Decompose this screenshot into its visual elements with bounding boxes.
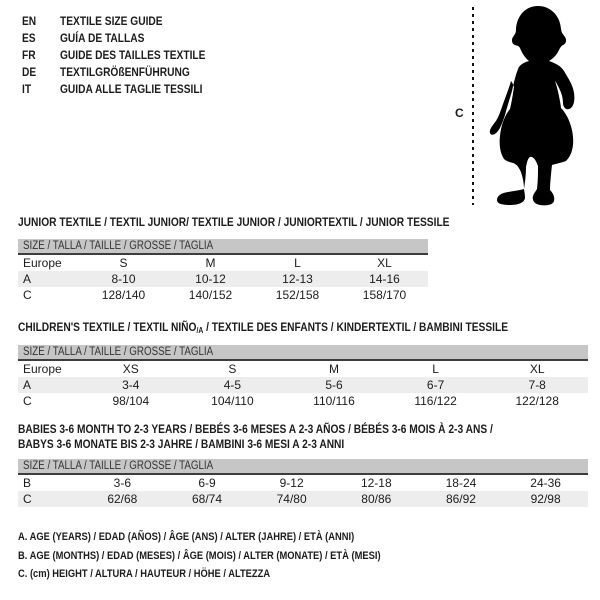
language-row-fr: [22, 46, 231, 63]
column-header-row: [18, 255, 428, 271]
language-code: IT: [22, 81, 32, 96]
table-cell: 9-12: [279, 476, 304, 490]
babies-table-grid: [18, 475, 588, 507]
table-cell: 3-4: [122, 378, 140, 392]
table-cell: 128/140: [101, 288, 146, 302]
table-cell: 110/116: [313, 394, 355, 408]
row-label-cell: C: [23, 394, 32, 408]
height-measure-label: C: [455, 106, 464, 120]
table-cell: M: [205, 256, 216, 270]
language-title: GUÍA DE TALLAS: [60, 30, 145, 45]
language-title: TEXTILE SIZE GUIDE: [60, 13, 163, 28]
table-cell: 12-18: [360, 476, 392, 490]
column-header-row: [18, 361, 588, 377]
table-cell: 104/110: [211, 394, 254, 408]
babies-size-table: [18, 459, 588, 507]
junior-table-heading-text: JUNIOR TEXTILE / TEXTIL JUNIOR/ TEXTILE JUNIOR / JUNIORTEXTIL / JUNIOR TESSILE: [18, 215, 450, 229]
language-code: DE: [22, 64, 37, 79]
children-size-table: [18, 345, 588, 409]
junior-table-grid: [18, 255, 428, 303]
row-label-cell: C: [23, 288, 32, 302]
table-cell: 98/104: [112, 394, 150, 408]
size-bar: [18, 239, 428, 255]
table-cell: 24-36: [530, 476, 561, 490]
row-label-cell: B: [23, 476, 32, 490]
table-row: [18, 475, 588, 491]
table-cell: 62/68: [107, 492, 138, 506]
table-cell: M: [328, 362, 339, 376]
babies-table-heading: [18, 422, 577, 452]
table-cell: XS: [122, 362, 139, 376]
table-cell: 3-6: [113, 476, 131, 490]
language-row-it: [22, 80, 231, 97]
language-title-list: [22, 12, 231, 97]
size-table-grid: [18, 255, 428, 303]
table-cell: L: [294, 256, 301, 270]
table-row: [18, 377, 588, 393]
table-cell: 18-24: [445, 476, 477, 490]
children-table-heading-text: CHILDREN'S TEXTILE / TEXTIL $NIÑO_{/A}$ / TEXTILE DES ENFANTS / KINDERTEXTIL / BAMBINI TESSILE: [18, 320, 508, 335]
row-label-cell: C: [23, 492, 32, 506]
size-bar: [18, 345, 588, 361]
height-measure-dashed-line: [471, 7, 475, 205]
size-table-grid: [18, 361, 588, 409]
language-title: TEXTILGRÖßENFÜHRUNG: [60, 64, 190, 79]
row-label-cell: Europe: [23, 362, 62, 376]
table-cell: 10-12: [195, 272, 226, 286]
legend-notes: [18, 531, 445, 587]
table-cell: S: [119, 256, 128, 270]
junior-size-table: [18, 239, 428, 303]
note-a: A. AGE (YEARS) / EDAD (AÑOS) / ÂGE (ANS) / ALTER (JAHRE) / ETÀ (ANNI): [18, 531, 355, 543]
note-b: B. AGE (MONTHS) / EDAD (MESES) / ÂGE (MOIS) / ALTER (MONATE) / ETÀ (MESI): [18, 549, 381, 562]
table-row: [18, 287, 428, 303]
size-bar: [18, 459, 588, 475]
table-cell: 122/128: [515, 394, 559, 408]
children-table-heading: [18, 320, 594, 338]
size-bar-text: SIZE / TALLA / TAILLE / GRÖSSE / TAGLIA: [23, 346, 214, 358]
babies-heading-line2: BABYS 3-6 MONATE BIS 2-3 JAHRE / BAMBINI 3-6 MESI A 2-3 ANNI: [18, 437, 345, 451]
table-cell: 68/74: [191, 492, 222, 506]
size-table-grid: [18, 475, 588, 507]
table-cell: S: [228, 362, 237, 376]
junior-table-heading: [18, 215, 526, 230]
babies-heading-line1: BABIES 3-6 MONTH TO 2-3 YEARS / BEBÉS 3-6 MESES A 2-3 AÑOS / BÉBÉS 3-6 MOIS À 2-3 ANS /: [18, 422, 493, 436]
heading-subscript: /A: [196, 326, 204, 335]
language-code: FR: [22, 47, 36, 62]
table-cell: 92/98: [530, 492, 561, 506]
table-row: [18, 271, 428, 287]
size-bar-text: SIZE / TALLA / TAILLE / GRÖSSE / TAGLIA: [23, 460, 214, 472]
table-cell: 86/92: [445, 492, 476, 506]
table-cell: 116/122: [414, 394, 457, 408]
note-c: C. (cm) HEIGHT / ALTURA / HAUTEUR / HÖHE / ALTEZZA: [18, 568, 271, 580]
table-cell: XL: [377, 256, 392, 270]
table-cell: XL: [529, 362, 545, 376]
language-title: GUIDE DES TAILLES TEXTILE: [60, 47, 206, 62]
table-cell: 14-16: [369, 272, 400, 286]
language-row-en: [22, 12, 231, 29]
table-cell: 5-6: [325, 378, 343, 392]
table-row: [18, 393, 588, 409]
row-label-cell: Europe: [23, 256, 62, 270]
language-code: EN: [22, 13, 37, 28]
table-cell: 6-7: [426, 378, 445, 392]
table-cell: 80/86: [361, 492, 392, 506]
children-table-grid: [18, 361, 588, 409]
table-cell: 6-9: [198, 476, 216, 490]
size-bar-text: SIZE / TALLA / TAILLE / GRÖSSE / TAGLIA: [23, 240, 214, 252]
language-row-es: [22, 29, 231, 46]
table-cell: 8-10: [111, 272, 136, 286]
table-cell: 4-5: [223, 378, 242, 392]
table-cell: L: [432, 362, 439, 376]
table-cell: 7-8: [528, 378, 546, 392]
row-label-cell: A: [23, 378, 32, 392]
row-label-cell: A: [23, 272, 32, 286]
table-cell: 74/80: [276, 492, 307, 506]
table-cell: 152/158: [275, 288, 320, 302]
toddler-silhouette-icon: [484, 4, 594, 206]
table-cell: 158/170: [362, 288, 407, 302]
table-cell: 12-13: [282, 272, 313, 286]
table-row: [18, 491, 588, 507]
table-cell: 140/152: [188, 288, 233, 302]
language-row-de: [22, 63, 231, 80]
language-title: GUIDA ALLE TAGLIE TESSILI: [60, 81, 203, 96]
language-code: ES: [22, 30, 36, 45]
